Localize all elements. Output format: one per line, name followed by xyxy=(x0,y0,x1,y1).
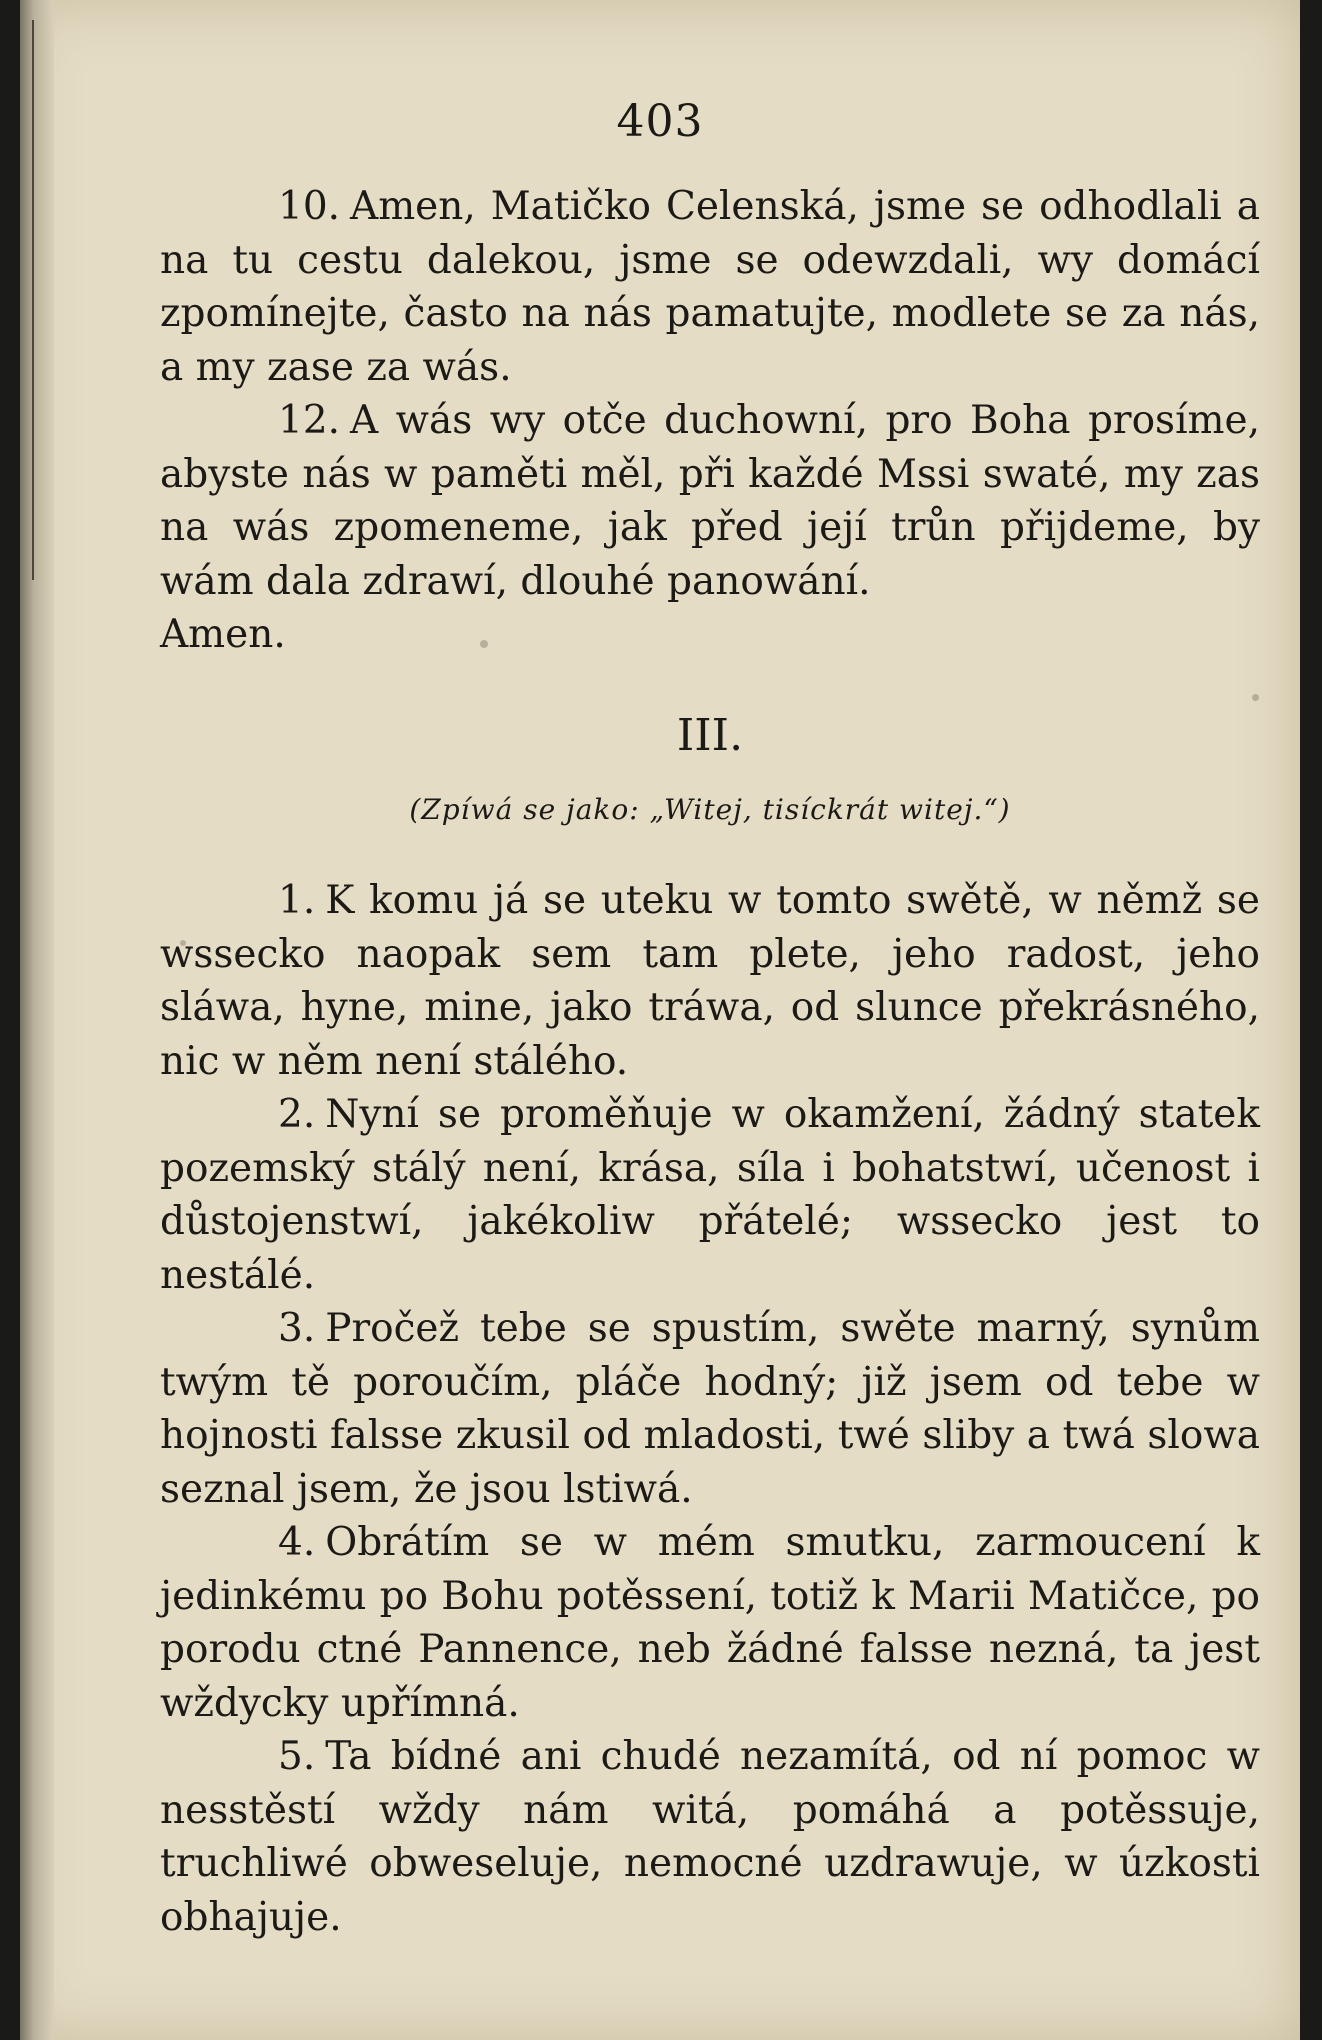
paragraph-number: 12. xyxy=(278,398,341,443)
paragraph-text: A wás wy otče duchowní, pro Boha prosíme, abyste nás w paměti měl, při každé Mssi swaté, my zas na wás zpomeneme, jak před její trůn přijdeme, by wám dala zdrawí, dlouhé panowání. xyxy=(160,398,1260,604)
verse-4 xyxy=(160,1516,1260,1730)
verse-3 xyxy=(160,1302,1260,1516)
section-one xyxy=(160,180,1260,662)
verse-number: 2. xyxy=(278,1092,316,1137)
book-spine xyxy=(20,0,54,2040)
section-two-verses xyxy=(160,874,1260,1944)
verse-5 xyxy=(160,1730,1260,1944)
verse-text: K komu já se uteku w tomto swětě, w němž se wssecko naopak sem tam plete, jeho radost, jeho sláwa, hyne, mine, jako tráwa, od slunce překrásného, nic w něm není stálého. xyxy=(160,878,1260,1084)
paragraph-text: Amen, Matičko Celenská, jsme se odhodlali a na tu cestu dalekou, jsme se odewzdali, wy domácí zpomínejte, často na nás pamatujte, modlete se za nás, a my zase za wás. xyxy=(160,184,1260,390)
verse-text: Ta bídné ani chudé nezamítá, od ní pomoc w nesstěstí wždy nám witá, pomáhá a potěssuje, truchliwé obweseluje, nemocné uzdrawuje, w úzkosti obhajuje. xyxy=(160,1734,1260,1940)
verse-number: 3. xyxy=(278,1306,316,1351)
verse-text: Nyní se proměňuje w okamžení, žádný statek pozemský stálý není, krása, síla i bohatstwí, učenost i důstojenstwí, jakékoliw přátelé; wssecko jest to nestálé. xyxy=(160,1092,1260,1298)
verse-number: 1. xyxy=(278,878,316,923)
book-page xyxy=(20,0,1300,2040)
paragraph-10 xyxy=(160,180,1260,394)
closing-amen: Amen. xyxy=(160,612,286,657)
verse-number: 4. xyxy=(278,1520,316,1565)
verse-number: 5. xyxy=(278,1734,316,1779)
verse-2 xyxy=(160,1088,1260,1302)
paragraph-number: 10. xyxy=(278,184,341,229)
paper-spot xyxy=(1252,694,1259,701)
verse-text: Obrátím se w mém smutku, zarmoucení k jedinkému po Bohu potěssení, totiž k Marii Matičce, po porodu ctné Pannence, neb žádné falsse nezná, ta jest wždycky upřímná. xyxy=(160,1520,1260,1726)
melody-instruction: (Zpíwá se jako: „Witej, tisíckrát witej.“) xyxy=(409,793,1011,826)
paragraph-12 xyxy=(160,394,1260,608)
verse-1 xyxy=(160,874,1260,1088)
page-number: 403 xyxy=(616,96,704,147)
section-heading: III. xyxy=(676,710,744,761)
section-two-header xyxy=(160,710,1260,826)
verse-text: Pročež tebe se spustím, swěte marný, synům twým tě poroučím, pláče hodný; již jsem od tebe w hojnosti falsse zkusil od mladosti, twé sliby a twá slowa seznal jsem, že jsou lstiwá. xyxy=(160,1306,1260,1512)
